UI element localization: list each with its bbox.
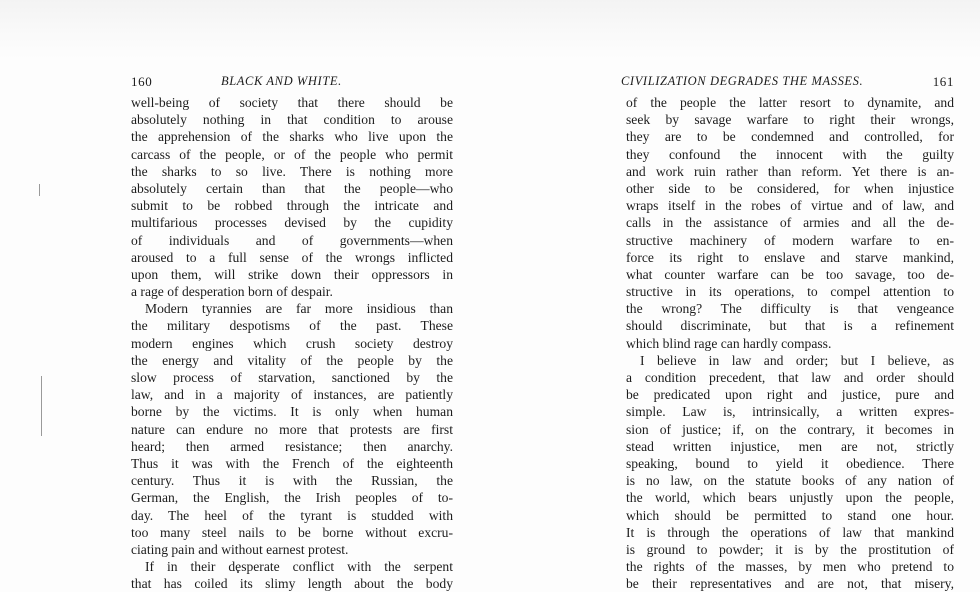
text-line: heard; then armed resistance; then anarchy. [131, 438, 453, 454]
text-line: of individuals and of governments—when [131, 232, 453, 248]
text-line: the sharks to so live. There is nothing more [131, 163, 453, 179]
text-line: the apprehension of the sharks who live upon the [131, 129, 453, 145]
text-line: sion of justice; if, on the contrary, it becomes in [626, 421, 954, 437]
text-line: simple. Law is, intrinsically, a written expres- [626, 404, 954, 420]
text-line: they are to be condemned and controlled, for [626, 129, 954, 145]
text-line: calls in the assistance of armies and all the de- [626, 215, 954, 231]
text-line: is ground to powder; it is by the prostitution of [626, 541, 954, 557]
text-line: the energy and vitality of the people by the [131, 352, 453, 368]
text-line: Thus it was with the French of the eighteenth [131, 455, 453, 471]
text-line: the world, which bears unjustly upon the people, [626, 490, 954, 506]
right-running-head: CIVILIZATION DEGRADES THE MASSES. [621, 74, 864, 88]
text-line: too many steel nails to be borne without excru- [131, 524, 453, 540]
text-line: multifarious processes devised by the cupidity [131, 215, 453, 231]
text-line: which should be permitted to stand one hour. [626, 507, 954, 523]
text-line: other side to be considered, for when injustice [626, 180, 954, 196]
text-line: century. Thus it is with the Russian, the [131, 473, 453, 489]
text-line: borne by the victims. It is only when human [131, 404, 453, 420]
right-page-header [621, 74, 954, 94]
text-line: structive machinery of modern warfare to en- [626, 232, 954, 248]
text-line: German, the English, the Irish peoples of to- [131, 490, 453, 506]
text-line: I believe in law and order; but I believe, as [640, 352, 954, 368]
text-line: absolutely nothing in that condition to arouse [131, 112, 453, 128]
text-line: Modern tyrannies are far more insidious than [145, 301, 453, 317]
text-line: be predicated upon right and justice, pure and [626, 387, 954, 403]
text-line: well-being of society that there should be [131, 95, 453, 110]
text-line: they confound the innocent with the guilty [626, 146, 954, 162]
text-line: absolutely certain than that the people—who [131, 180, 453, 196]
text-line: If in their desperate conflict with the serpent [145, 559, 453, 575]
margin-mark [39, 184, 40, 196]
left-page-header [131, 74, 453, 94]
left-running-head: BLACK AND WHITE. [221, 74, 342, 88]
text-line: nature can endure no more that protests are first [131, 421, 453, 437]
text-line: which blind rage can hardly compass. [626, 335, 832, 351]
text-line: is no law, on the statute books of any nation of [626, 473, 954, 489]
text-line: stead written injustice, men are not, strictly [626, 438, 954, 454]
text-line: upon them, will strike down their oppressors in [131, 266, 453, 282]
text-line: a condition precedent, that law and order should [626, 370, 954, 385]
text-line: the rights of the masses, by men who pretend to [626, 559, 954, 575]
right-page-number: 161 [932, 74, 954, 89]
text-line: should discriminate, but that is a refinement [626, 318, 954, 334]
text-line: seek by savage warfare to right their wrongs, [626, 112, 954, 128]
text-line: wraps itself in the robes of virtue and of law, and [626, 198, 954, 214]
text-line: aroused to a full sense of the wrongs inflicted [131, 249, 453, 265]
left-page-number: 160 [131, 74, 153, 89]
margin-mark [41, 376, 42, 436]
text-line: law, and in a majority of instances, are patiently [131, 387, 453, 403]
scan-shadow [0, 0, 980, 60]
text-line: carcass of the people, or of the people who permit [131, 146, 453, 162]
text-line: force its right to enslave and starve mankind, [626, 249, 954, 265]
text-line: slow process of starvation, sanctioned by the [131, 370, 453, 385]
text-line: of the people the latter resort to dynamite, and [626, 95, 954, 110]
text-line: submit to be robbed through the intricate and [131, 198, 453, 214]
text-line: and work ruin rather than reform. Yet there is an- [626, 163, 954, 179]
text-line: day. The heel of the tyrant is studded with [131, 507, 453, 523]
left-page-body [131, 94, 453, 592]
text-line: It is through the operations of law that mankind [626, 524, 954, 540]
text-line: be their representatives and are not, that misery, [626, 576, 954, 592]
left-page [131, 74, 453, 592]
text-line: ciating pain and without earnest protest. [131, 541, 349, 557]
text-line: the wrong? The difficulty is that vengeance [626, 301, 954, 317]
text-line: modern engines which crush society destroy [131, 335, 453, 351]
right-page [621, 74, 954, 592]
text-line: what counter warfare can be too savage, too de- [626, 266, 954, 282]
text-line: a rage of desperation born of despair. [131, 284, 333, 300]
text-line: speaking, bound to yield it obedience. There [626, 455, 954, 471]
right-page-body [626, 94, 954, 592]
text-line: structive in its operations, to compel attention to [626, 284, 954, 300]
text-line: that has coiled its slimy length about the body [131, 576, 453, 592]
text-line: the military despotisms of the past. These [131, 318, 453, 334]
